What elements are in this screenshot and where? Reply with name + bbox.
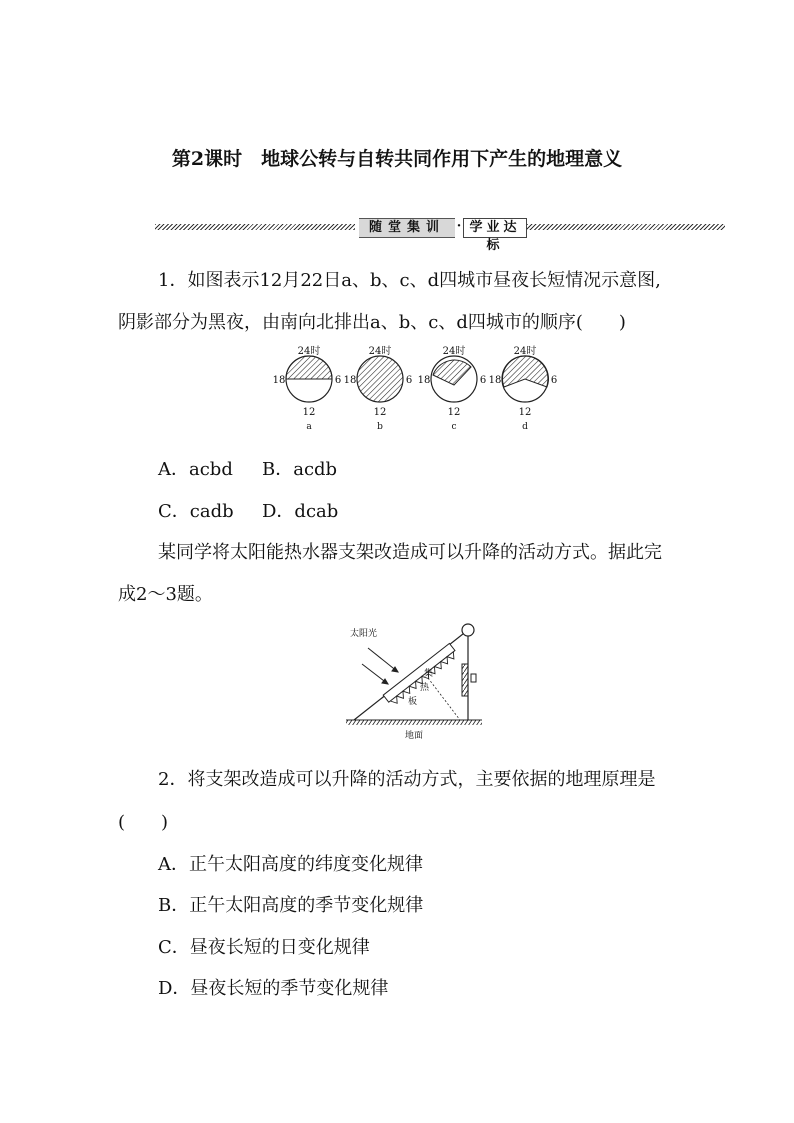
section-divider (155, 218, 725, 253)
label-bottom-c: 12 (447, 407, 461, 418)
sunlight-arrows (362, 648, 398, 684)
sunlight-label: 太阳光 (350, 629, 378, 639)
label-top-d: 24时 (513, 346, 537, 357)
q2-option-c: C．昼夜长短的日变化规律 (158, 937, 370, 958)
context-line1: 某同学将太阳能热水器支架改造成可以升降的活动方式。据此完 (158, 542, 662, 563)
q2-option-a: A．正午太阳高度的纬度变化规律 (158, 854, 423, 875)
collector-label-2: 热 (420, 683, 430, 693)
label-right-c: 6 (479, 375, 487, 386)
context-line2: 成2～3题。 (118, 584, 213, 605)
circle-a (273, 345, 342, 432)
ground-label: 地面 (404, 731, 424, 741)
q2-line1: 2．将支架改造成可以升降的活动方式，主要依据的地理原理是 (158, 769, 656, 790)
circle-c (418, 345, 487, 432)
label-right-d: 6 (550, 375, 558, 386)
label-right-b: 6 (405, 375, 413, 386)
circle-name-c: c (451, 422, 457, 432)
collector-label-1: 集 (424, 669, 434, 679)
label-top-c: 24时 (442, 346, 466, 357)
q2-line2: ( ) (118, 812, 169, 833)
circle-name-d: d (522, 422, 528, 432)
label-right-a: 6 (334, 375, 342, 386)
counterweight (462, 664, 468, 696)
divider-rule-left (155, 224, 355, 230)
label-bottom-b: 12 (373, 407, 387, 418)
pulley (462, 624, 474, 636)
label-top-b: 24时 (368, 346, 392, 357)
label-left-d: 18 (488, 375, 502, 386)
circle-b (344, 345, 413, 432)
circle-name-a: a (306, 422, 312, 432)
q2-option-d: D．昼夜长短的季节变化规律 (158, 978, 389, 999)
q1-option-d: D．dcab (262, 501, 339, 522)
collector-label-3: 板 (408, 697, 418, 707)
circle-d (489, 345, 558, 432)
label-top-a: 24时 (297, 346, 321, 357)
divider-rule-right (527, 224, 725, 230)
day-night-figure (265, 345, 565, 435)
banner-left: 随堂集训 (359, 218, 455, 238)
ground-hatch (346, 720, 482, 725)
circle-name-b: b (377, 422, 383, 432)
label-left-c: 18 (417, 375, 431, 386)
q1-line2: 阴影部分为黑夜，由南向北排出a、b、c、d四城市的顺序( ) (118, 312, 626, 333)
banner-dot: · (456, 219, 462, 234)
banner-right: 学业达标 (463, 218, 527, 238)
q1-option-c: C．cadb (158, 501, 234, 522)
q1-option-b: B．acdb (262, 459, 338, 480)
q2-option-b: B．正午太阳高度的季节变化规律 (158, 895, 424, 916)
label-left-b: 18 (343, 375, 357, 386)
q1-option-a: A．acbd (158, 459, 233, 480)
label-bottom-a: 12 (302, 407, 316, 418)
q1-line1: 1．如图表示12月22日a、b、c、d四城市昼夜长短情况示意图, (158, 270, 661, 291)
collector-panel (383, 643, 458, 707)
label-bottom-d: 12 (518, 407, 532, 418)
solar-heater-figure (340, 618, 490, 746)
label-left-a: 18 (272, 375, 286, 386)
page-title: 第2课时 地球公转与自转共同作用下产生的地理意义 (171, 148, 623, 170)
